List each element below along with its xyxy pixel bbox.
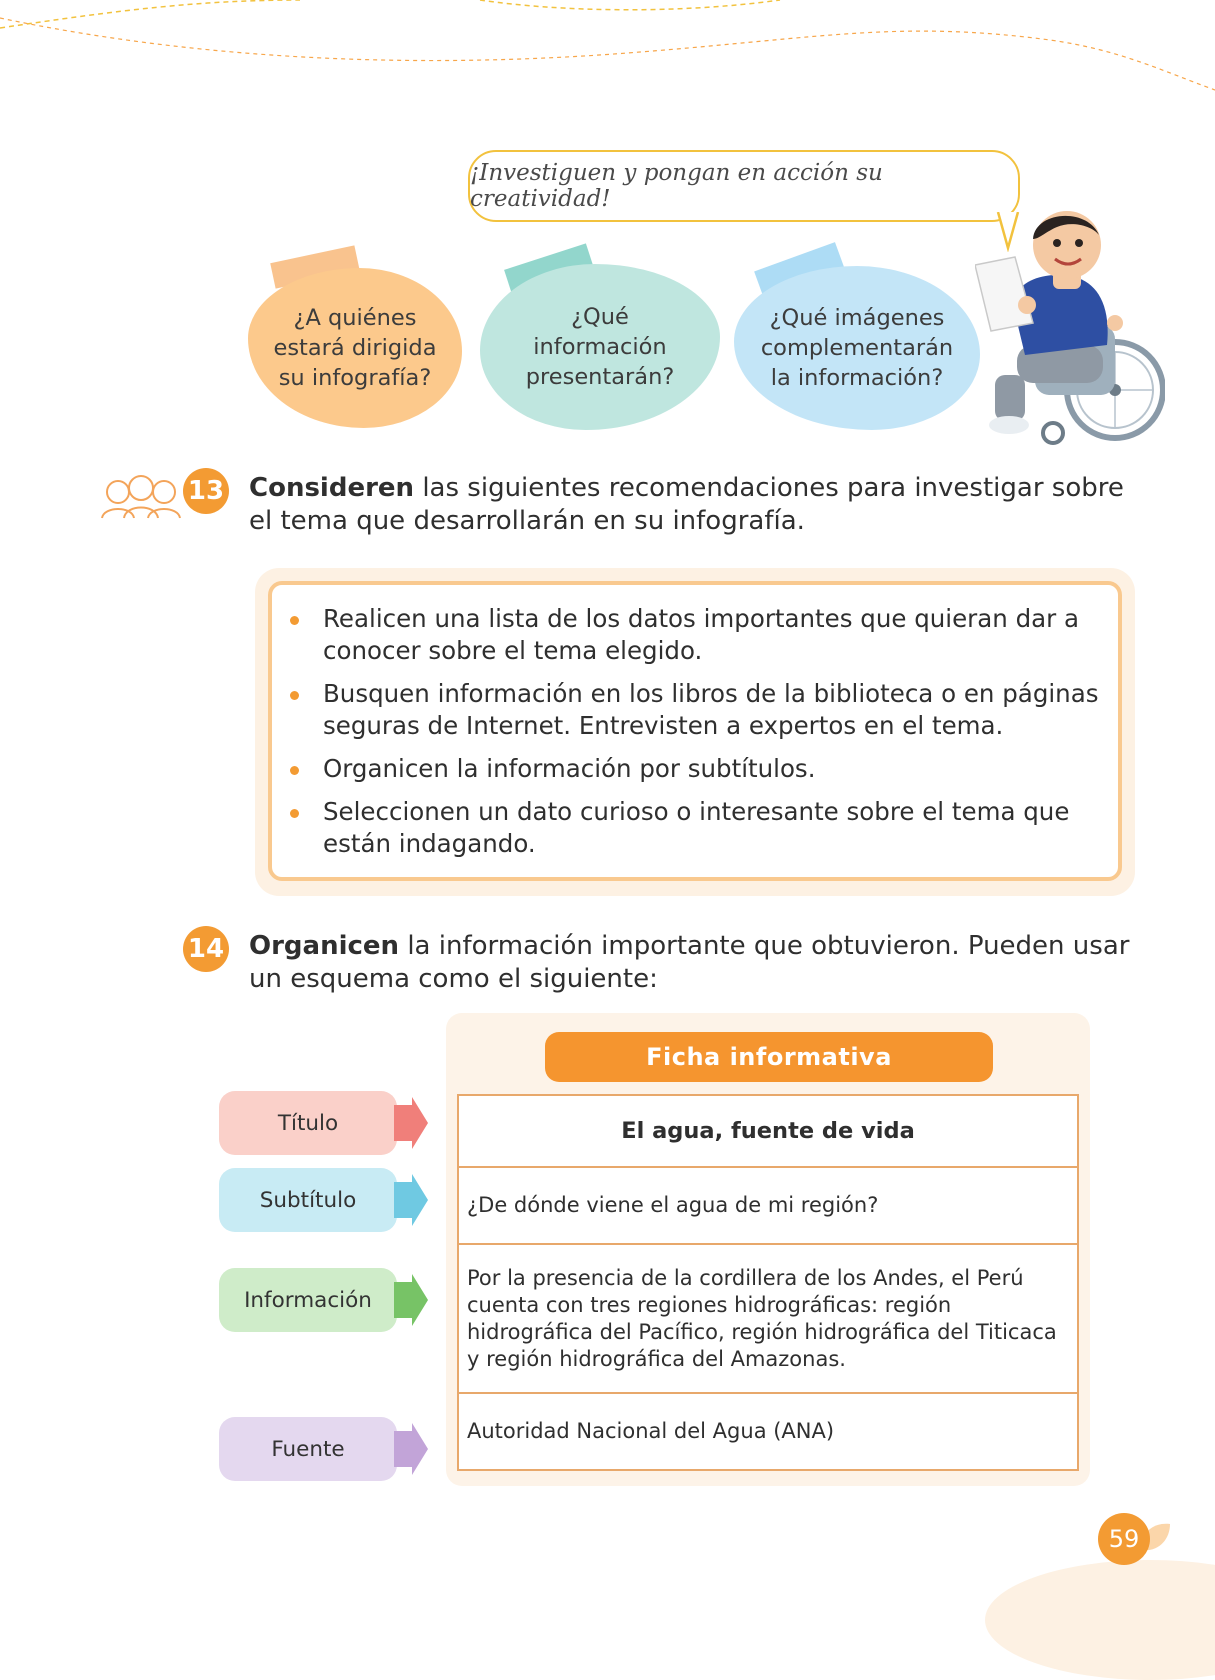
question-card-audience (248, 268, 462, 428)
recommendation-text: Organicen la información por subtítulos. (323, 754, 816, 783)
top-wave-decoration (0, 0, 1215, 110)
group-work-icon (98, 470, 184, 522)
recommendation-item (290, 753, 1106, 785)
schema-label-subtitulo: Subtítulo (219, 1168, 397, 1232)
step-13-instruction (249, 472, 1149, 538)
ficha-row-title: El agua, fuente de vida (459, 1096, 1077, 1168)
bullet-icon (290, 809, 299, 818)
question-line: estará dirigida (273, 335, 437, 361)
question-line: información (533, 334, 667, 360)
ficha-row-info: Por la presencia de la cordillera de los Andes, el Perú cuenta con tres regiones hidrográficas: región hidrográfica del Pacífico, región hidrográfica del Titicaca y región hidrográfica del Amazonas. (459, 1245, 1077, 1394)
step-14-instruction (249, 930, 1149, 996)
ficha-table (457, 1094, 1079, 1471)
question-line: su infografía? (278, 365, 432, 391)
question-card-images (734, 266, 980, 430)
recommendations-list (290, 603, 1106, 871)
bullet-icon (290, 616, 299, 625)
arrow-right-icon (394, 1274, 428, 1326)
schema-label-informacion: Información (219, 1268, 397, 1332)
recommendation-text: Seleccionen un dato curioso o interesante sobre el tema que están indagando. (323, 797, 1070, 858)
question-line: ¿Qué imágenes (769, 305, 945, 331)
step-number-13: 13 (183, 468, 229, 514)
schema-label-fuente: Fuente (219, 1417, 397, 1481)
boy-wheelchair-illustration (975, 205, 1165, 455)
speech-bubble: ¡Investiguen y pongan en acción su creatividad! (468, 150, 1020, 222)
arrow-right-icon (394, 1423, 428, 1475)
ficha-header: Ficha informativa (545, 1032, 993, 1082)
question-line: ¿Qué (571, 304, 629, 330)
step-14-verb: Organicen (249, 931, 400, 961)
bullet-icon (290, 766, 299, 775)
question-line: la información? (770, 365, 944, 391)
recommendation-text: Busquen información en los libros de la biblioteca o en páginas seguras de Internet. Entrevisten a expertos en el tema. (323, 679, 1099, 740)
recommendation-item (290, 678, 1106, 742)
ficha-row-source: Autoridad Nacional del Agua (ANA) (467, 1419, 835, 1443)
ficha-row-subtitle: ¿De dónde viene el agua de mi región? (459, 1168, 1077, 1245)
arrow-right-icon (394, 1097, 428, 1149)
step-13-verb: Consideren (249, 473, 415, 503)
recommendation-item (290, 603, 1106, 667)
question-card-information (480, 264, 720, 430)
arrow-right-icon (394, 1174, 428, 1226)
step-number-14: 14 (183, 926, 229, 972)
question-line: complementarán (760, 335, 954, 361)
recommendation-item (290, 796, 1106, 860)
recommendation-text: Realicen una lista de los datos importantes que quieran dar a conocer sobre el tema elegido. (323, 604, 1080, 665)
step-14-text: la información importante que obtuvieron. Pueden usar un esquema como el siguiente: (249, 931, 1130, 994)
bottom-decoration (985, 1560, 1215, 1680)
schema-label-titulo: Título (219, 1091, 397, 1155)
bullet-icon (290, 691, 299, 700)
question-line: presentarán? (525, 364, 675, 390)
page-number: 59 (1098, 1513, 1150, 1565)
question-line: ¿A quiénes (293, 305, 417, 331)
step-13-text: las siguientes recomendaciones para investigar sobre el tema que desarrollarán en su infografía. (249, 473, 1124, 536)
